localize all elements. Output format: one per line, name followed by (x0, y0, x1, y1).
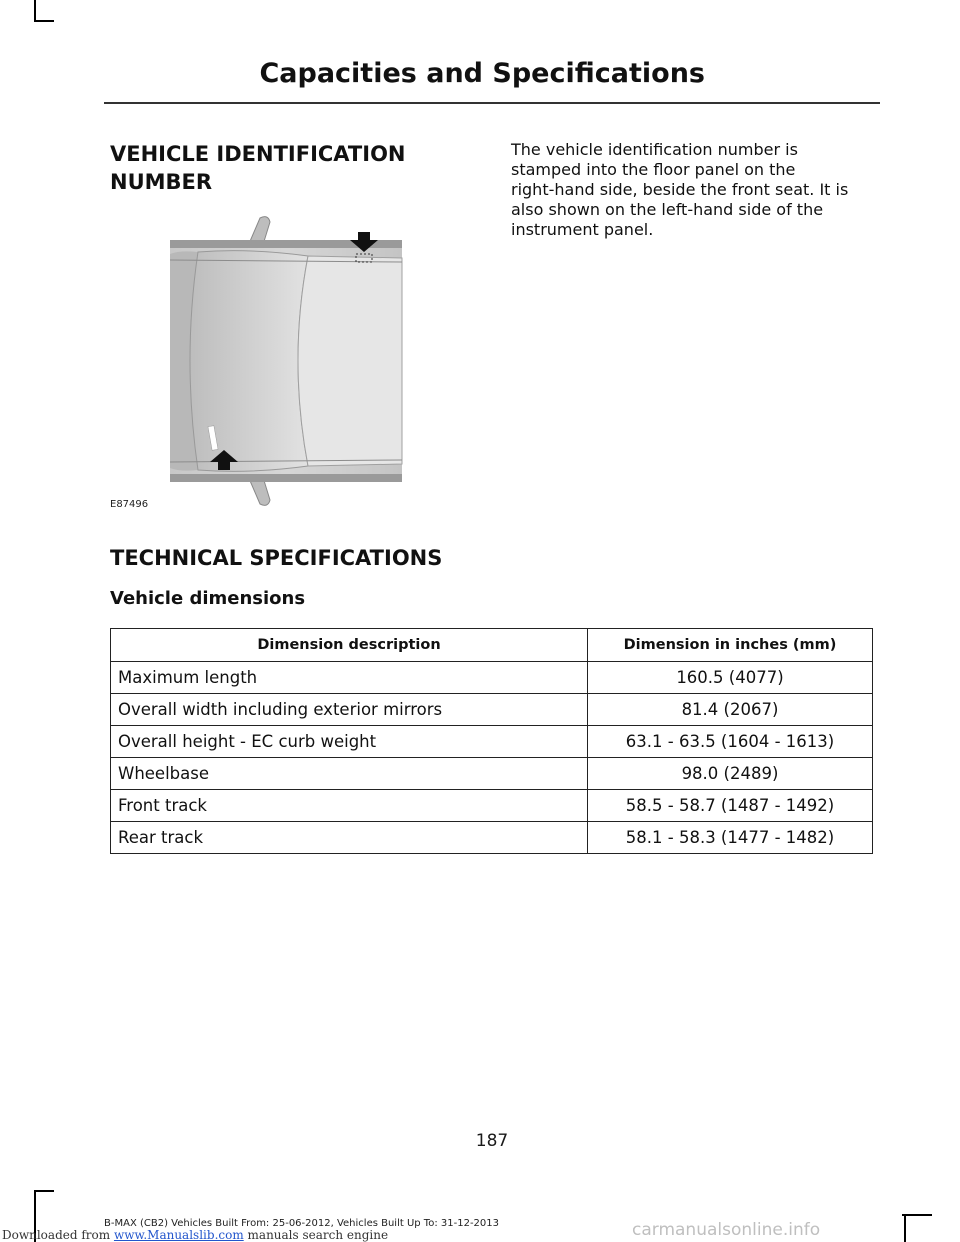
tech-spec-heading: TECHNICAL SPECIFICATIONS (110, 546, 443, 570)
download-prefix: Downloaded from (2, 1228, 111, 1242)
crop-mark (34, 20, 54, 22)
vehicle-dimensions-subheading: Vehicle dimensions (110, 588, 306, 609)
table-row (111, 726, 873, 758)
vin-paragraph-line: right-hand side, beside the front seat. It is (511, 180, 849, 199)
vehicle-top-view-illustration (110, 210, 410, 515)
table-cell: Maximum length (111, 662, 588, 694)
crop-mark (34, 1190, 54, 1192)
table-row (111, 790, 873, 822)
table-cell: Wheelbase (111, 758, 588, 790)
table-cell: 63.1 - 63.5 (1604 - 1613) (588, 726, 873, 758)
table-cell: 160.5 (4077) (588, 662, 873, 694)
vehicle-dimensions-table (110, 628, 873, 854)
figure-code: E87496 (110, 499, 149, 510)
table-row (111, 822, 873, 854)
vin-paragraph-line: also shown on the left-hand side of the (511, 200, 824, 219)
vin-description (511, 140, 891, 240)
table-row (111, 662, 873, 694)
vin-paragraph-line: stamped into the floor panel on the (511, 160, 796, 179)
table-cell: Rear track (111, 822, 588, 854)
table-row (111, 758, 873, 790)
table-cell: Overall height - EC curb weight (111, 726, 588, 758)
table-cell: Overall width including exterior mirrors (111, 694, 588, 726)
crop-mark (34, 0, 36, 22)
table-cell: 58.1 - 58.3 (1477 - 1482) (588, 822, 873, 854)
page-header-title: Capacities and Specifications (259, 58, 705, 89)
vin-heading-line1: VEHICLE IDENTIFICATION (110, 142, 406, 166)
vehicle-build-info: B-MAX (CB2) Vehicles Built From: 25-06-2012, Vehicles Built Up To: 31-12-2013 (104, 1218, 499, 1229)
table-cell: 58.5 - 58.7 (1487 - 1492) (588, 790, 873, 822)
table-cell: Front track (111, 790, 588, 822)
column-header: Dimension in inches (mm) (588, 629, 873, 662)
download-notice (2, 1228, 388, 1242)
table-row (111, 694, 873, 726)
column-header: Dimension description (111, 629, 588, 662)
vin-heading-line2: NUMBER (110, 170, 213, 194)
header-divider (104, 102, 880, 104)
crop-mark (902, 1214, 932, 1216)
manualslib-link[interactable]: www.Manualslib.com (113, 1228, 244, 1242)
vin-heading (110, 140, 470, 196)
page-number: 187 (475, 1131, 509, 1151)
vin-paragraph-line: The vehicle identification number is (511, 140, 798, 159)
table-header-row (111, 629, 873, 662)
vin-paragraph-line: instrument panel. (511, 220, 654, 239)
table-cell: 98.0 (2489) (588, 758, 873, 790)
table-cell: 81.4 (2067) (588, 694, 873, 726)
watermark-text: carmanualsonline.info (632, 1220, 821, 1240)
crop-mark (904, 1214, 906, 1242)
download-suffix: manuals search engine (247, 1228, 389, 1242)
